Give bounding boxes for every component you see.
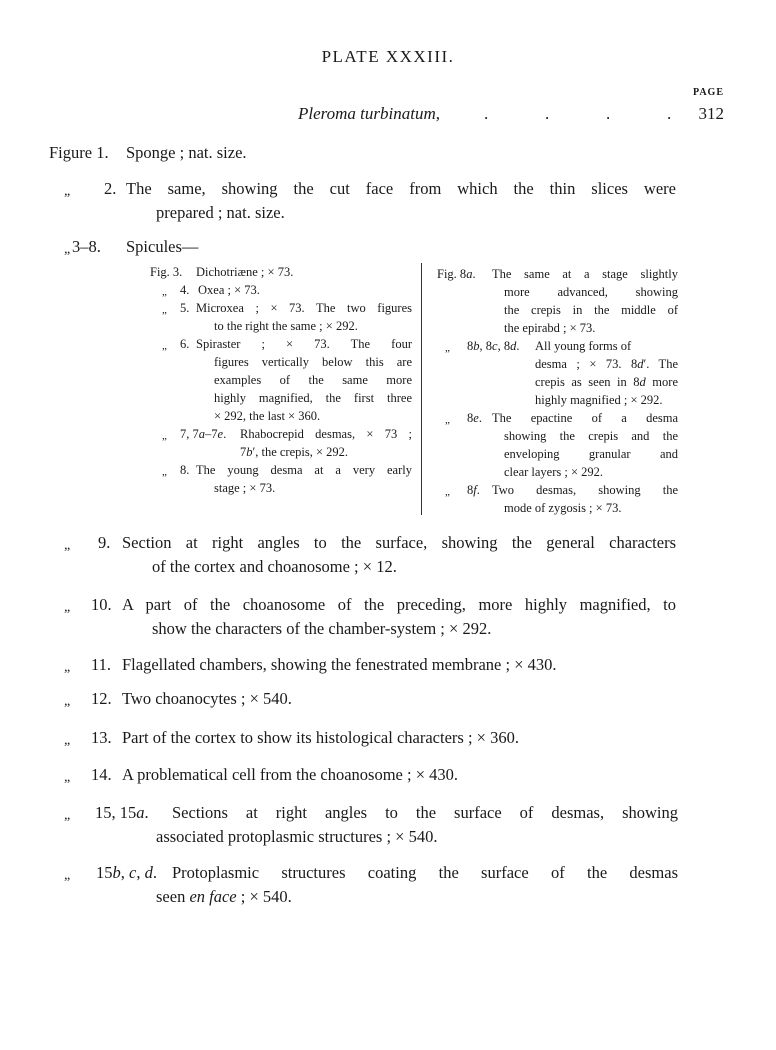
spicule-description-line: crepis as seen in 8d more — [535, 375, 678, 389]
spicule-description-line: × 292, the last × 360. — [214, 409, 321, 423]
plate-title: PLATE XXXIII. — [321, 47, 455, 66]
ditto-mark: „ — [445, 342, 450, 354]
ditto-mark: „ — [162, 286, 167, 298]
spicule-label: 8b, 8c, 8d. — [467, 339, 520, 353]
spicule-description-line: mode of zygosis ; × 73. — [504, 501, 622, 515]
spicule-description-line: highly magnified, the first three — [214, 391, 412, 405]
spicule-label: 8. — [180, 463, 190, 477]
spicule-label: 7, 7a–7e. — [180, 427, 227, 441]
spicule-description-line: highly magnified ; × 292. — [535, 393, 663, 407]
spicule-label: 8e. — [467, 411, 482, 425]
leader-dots: . . . . — [484, 104, 672, 123]
spicule-entry — [150, 461, 410, 497]
species-name: Pleroma turbinatum, — [298, 104, 440, 123]
spicule-entry — [150, 425, 410, 461]
figure-caption-line: The same, showing the cut face from which the thin slices were — [126, 179, 676, 198]
figure-label: 15, 15a. — [95, 803, 149, 822]
spicule-entry — [150, 281, 410, 299]
ditto-mark: „ — [64, 733, 71, 748]
spicule-label: 6. — [180, 337, 190, 351]
figure-label: 13. — [91, 728, 112, 747]
figure-label: 10. — [91, 595, 112, 614]
figure-caption-line: Sponge ; nat. size. — [126, 143, 247, 162]
spicule-description-line: Oxea ; × 73. — [198, 283, 260, 297]
spicule-description-line: The young desma at a very early — [196, 463, 412, 477]
spicule-entry — [150, 335, 410, 425]
spicule-label: 4. — [180, 283, 190, 297]
spicule-description-line: Dichotriæne ; × 73. — [196, 265, 294, 279]
figure-caption-line: Protoplasmic structures coating the surface of the desmas — [172, 863, 678, 882]
figure-label: 11. — [91, 655, 112, 674]
figure-label: 9. — [98, 533, 111, 552]
figure-caption-line: prepared ; nat. size. — [156, 203, 285, 222]
figure-caption-line: Part of the cortex to show its histological characters ; × 360. — [122, 728, 519, 747]
figure-caption-line: of the cortex and choanosome ; × 12. — [152, 557, 397, 576]
page-column-label: PAGE — [692, 87, 724, 98]
spicule-label: Fig. 3. — [150, 265, 183, 279]
ditto-mark: „ — [445, 486, 450, 498]
spicule-description-line: to the right the same ; × 292. — [214, 319, 358, 333]
figure-label: 14. — [91, 765, 112, 784]
figure-caption-line: show the characters of the chamber-system ; × 292. — [152, 619, 492, 638]
spicule-label: Fig. 8a. — [437, 267, 476, 281]
ditto-mark: „ — [64, 242, 71, 257]
ditto-mark: „ — [162, 430, 167, 442]
spicule-description-line: Microxea ; × 73. The two figures — [196, 301, 412, 315]
spicule-description-line: the epirabd ; × 73. — [504, 321, 596, 335]
ditto-mark: „ — [64, 868, 71, 883]
figure-label: 15b, c, d. — [96, 863, 157, 882]
ditto-mark: „ — [162, 340, 167, 352]
figure-caption-line: seen en face ; × 540. — [156, 887, 292, 906]
spicule-entry — [437, 481, 678, 517]
spicule-description-line: examples of the same more — [214, 373, 412, 387]
spicule-entry — [437, 409, 678, 481]
ditto-mark: „ — [64, 538, 71, 553]
column-divider — [421, 263, 422, 515]
spicule-description-line: showing the crepis and the — [504, 429, 678, 443]
ditto-mark: „ — [162, 466, 167, 478]
spicule-description-line: clear layers ; × 292. — [504, 465, 604, 479]
ditto-mark: „ — [64, 770, 71, 785]
spicule-description-line: Rhabocrepid desmas, × 73 ; — [240, 427, 412, 441]
figure-caption-line: Sections at right angles to the surface of desmas, showing — [172, 803, 678, 822]
figure-caption-line: Section at right angles to the surface, showing the general characters — [122, 533, 676, 552]
ditto-mark: „ — [64, 694, 71, 709]
figure-caption-line: associated protoplasmic structures ; × 540. — [156, 827, 438, 846]
figure-label: 3–8. — [72, 237, 101, 256]
spicules-left-column — [150, 263, 410, 497]
spicule-description-line: stage ; × 73. — [214, 481, 276, 495]
spicules-right-column — [437, 265, 678, 517]
spicule-description-line: Two desmas, showing the — [492, 483, 678, 497]
figure-caption-line: A problematical cell from the choanosome ; × 430. — [122, 765, 459, 784]
figure-caption-line: Flagellated chambers, showing the fenestrated membrane ; × 430. — [122, 655, 557, 674]
spicule-entry — [150, 299, 410, 335]
spicule-description-line: enveloping granular and — [504, 447, 678, 461]
spicule-description-line: All young forms of — [535, 339, 632, 353]
spicule-label: 5. — [180, 301, 190, 315]
spicule-entry — [437, 337, 678, 409]
ditto-mark: „ — [445, 414, 450, 426]
ditto-mark: „ — [162, 304, 167, 316]
ditto-mark: „ — [64, 600, 71, 615]
spicule-description-line: more advanced, showing — [504, 285, 678, 299]
species-page-number: 312 — [698, 104, 724, 123]
spicule-description-line: The same at a stage slightly — [492, 267, 678, 281]
spicule-description-line: desma ; × 73. 8d′. The — [535, 357, 678, 371]
figure-label: Figure 1. — [49, 143, 109, 162]
spicule-description-line: 7b′, the crepis, × 292. — [240, 445, 349, 459]
figure-caption-line: Two choanocytes ; × 540. — [122, 689, 292, 708]
spicule-description-line: The epactine of a desma — [492, 411, 678, 425]
ditto-mark: „ — [64, 660, 71, 675]
figure-label: 2. — [104, 179, 117, 198]
figure-label: 12. — [91, 689, 112, 708]
figure-caption-line: A part of the choanosome of the preceding, more highly magnified, to — [122, 595, 676, 614]
figure-caption-line: Spicules— — [126, 237, 199, 256]
spicule-description-line: the crepis in the middle of — [504, 303, 678, 317]
ditto-mark: „ — [64, 808, 71, 823]
spicule-label: 8f. — [467, 483, 480, 497]
spicule-entry — [437, 265, 678, 337]
ditto-mark: „ — [64, 184, 71, 199]
spicule-description-line: Spiraster ; × 73. The four — [196, 337, 412, 351]
spicule-description-line: figures vertically below this are — [214, 355, 412, 369]
spicule-entry — [150, 263, 410, 281]
